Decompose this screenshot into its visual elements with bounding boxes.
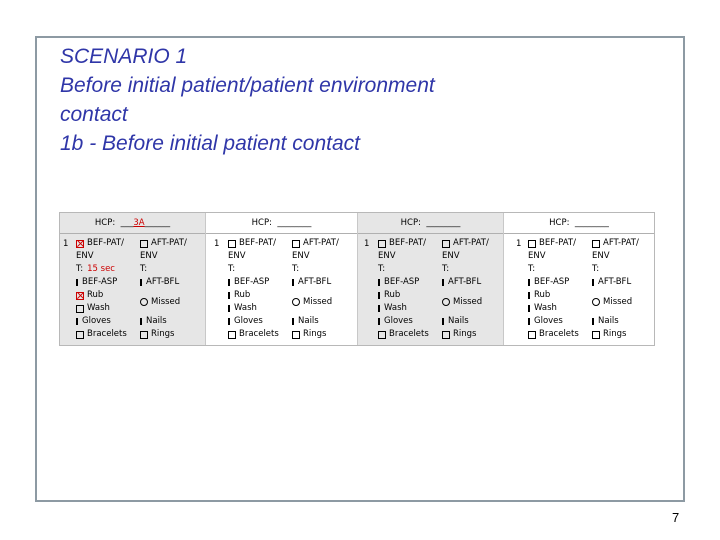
bef-pat-label: BEF-PAT/ <box>389 238 426 248</box>
after-subcolumn <box>442 237 489 341</box>
bef-asp-checkbox[interactable] <box>378 279 380 286</box>
bracelets-checkbox[interactable] <box>528 331 536 339</box>
rings-checkbox[interactable] <box>442 331 450 339</box>
hcp-value[interactable]: ________ <box>274 218 312 228</box>
bracelets-checkbox[interactable] <box>228 331 236 339</box>
rub-label: Rub <box>234 290 251 300</box>
t-label: T: <box>292 264 300 274</box>
title-line-2: Before initial patient/patient environment <box>60 74 435 97</box>
env-label: ENV <box>76 251 94 261</box>
aft-bfl-label: AFT-BFL <box>448 277 482 287</box>
wash-label: Wash <box>87 303 110 313</box>
hcp-label: HCP: <box>400 218 421 228</box>
row-number: 1 <box>516 239 522 249</box>
rings-checkbox[interactable] <box>292 331 300 339</box>
nails-checkbox[interactable] <box>140 318 142 325</box>
missed-radio[interactable] <box>442 298 450 306</box>
t-label: T: <box>528 264 536 274</box>
hand-hygiene-audit-form <box>59 212 655 346</box>
hcp-header: HCP: ___3A______ <box>60 213 205 234</box>
wash-label: Wash <box>234 303 257 313</box>
rings-label: Rings <box>603 329 627 339</box>
nails-checkbox[interactable] <box>292 318 294 325</box>
before-subcolumn <box>528 237 579 341</box>
bef-asp-label: BEF-ASP <box>82 277 118 287</box>
env-label: ENV <box>442 251 460 261</box>
rub-label: Rub <box>534 290 551 300</box>
missed-radio[interactable] <box>592 298 600 306</box>
before-subcolumn <box>228 237 279 341</box>
aft-bfl-checkbox[interactable] <box>592 279 594 286</box>
rings-label: Rings <box>151 329 175 339</box>
aft-pat-checkbox[interactable] <box>442 240 450 248</box>
t-label: T: <box>76 264 84 274</box>
aft-bfl-label: AFT-BFL <box>598 277 632 287</box>
nails-checkbox[interactable] <box>442 318 444 325</box>
rings-label: Rings <box>303 329 327 339</box>
aft-bfl-checkbox[interactable] <box>140 279 142 286</box>
rings-checkbox[interactable] <box>592 331 600 339</box>
hcp-column-4 <box>504 213 654 345</box>
after-subcolumn <box>292 237 339 341</box>
gloves-label: Gloves <box>82 316 111 326</box>
title-line-4: 1b - Before initial patient contact <box>60 132 361 155</box>
env-label: ENV <box>378 251 396 261</box>
aft-pat-label: AFT-PAT/ <box>151 238 187 248</box>
before-subcolumn <box>76 237 127 341</box>
bef-asp-label: BEF-ASP <box>234 277 270 287</box>
rings-checkbox[interactable] <box>140 331 148 339</box>
hcp-header <box>206 213 357 234</box>
gloves-label: Gloves <box>534 316 563 326</box>
bef-asp-label: BEF-ASP <box>534 277 570 287</box>
row-number: 1 <box>214 239 220 249</box>
t-label: T: <box>228 264 236 274</box>
aft-bfl-label: AFT-BFL <box>298 277 332 287</box>
bef-pat-label: BEF-PAT/ <box>239 238 276 248</box>
missed-label: Missed <box>151 296 181 307</box>
env-label: ENV <box>528 251 546 261</box>
gloves-checkbox[interactable] <box>528 318 530 325</box>
title-line-1: SCENARIO 1 <box>60 45 188 68</box>
t-label: T: <box>378 264 386 274</box>
row-number: 1 <box>63 239 69 249</box>
wash-checkbox[interactable] <box>378 305 380 312</box>
bef-asp-checkbox[interactable] <box>228 279 230 286</box>
slide-title <box>60 42 580 158</box>
env-label: ENV <box>292 251 310 261</box>
nails-label: Nails <box>146 316 167 326</box>
missed-label: Missed <box>303 296 333 307</box>
time-value[interactable]: 15 sec <box>87 264 115 274</box>
nails-checkbox[interactable] <box>592 318 594 325</box>
rub-label: Rub <box>87 290 104 300</box>
rub-checkbox[interactable] <box>528 292 530 299</box>
title-line-3: contact <box>60 103 128 126</box>
aft-pat-checkbox[interactable] <box>592 240 600 248</box>
bef-pat-checkbox[interactable] <box>228 240 236 248</box>
aft-pat-checkbox[interactable] <box>140 240 148 248</box>
page-number: 7 <box>672 510 680 525</box>
t-label: T: <box>140 264 148 274</box>
t-label: T: <box>592 264 600 274</box>
bracelets-label: Bracelets <box>87 329 127 339</box>
bef-pat-label: BEF-PAT/ <box>87 238 124 248</box>
row-number: 1 <box>364 239 370 249</box>
wash-checkbox[interactable] <box>228 305 230 312</box>
hcp-label: HCP: <box>549 218 570 228</box>
rub-checkbox[interactable] <box>76 292 84 300</box>
bracelets-label: Bracelets <box>539 329 579 339</box>
aft-pat-label: AFT-PAT/ <box>303 238 339 248</box>
bef-pat-checkbox[interactable] <box>76 240 84 248</box>
nails-label: Nails <box>298 316 319 326</box>
bracelets-label: Bracelets <box>239 329 279 339</box>
aft-bfl-label: AFT-BFL <box>146 277 180 287</box>
after-subcolumn <box>592 237 639 341</box>
bef-asp-checkbox[interactable] <box>76 279 78 286</box>
aft-bfl-checkbox[interactable] <box>292 279 294 286</box>
wash-checkbox[interactable] <box>76 305 84 313</box>
wash-label: Wash <box>384 303 407 313</box>
bef-pat-checkbox[interactable] <box>528 240 536 248</box>
bracelets-checkbox[interactable] <box>378 331 386 339</box>
hcp-label: HCP: <box>94 218 116 228</box>
aft-pat-label: AFT-PAT/ <box>453 238 489 248</box>
gloves-checkbox[interactable] <box>378 318 380 325</box>
bef-pat-checkbox[interactable] <box>378 240 386 248</box>
env-label: ENV <box>592 251 610 261</box>
rub-checkbox[interactable] <box>228 292 230 299</box>
bracelets-checkbox[interactable] <box>76 331 84 339</box>
bracelets-label: Bracelets <box>389 329 429 339</box>
nails-label: Nails <box>598 316 619 326</box>
hcp-value[interactable]: 3A <box>133 218 145 228</box>
wash-label: Wash <box>534 303 557 313</box>
missed-label: Missed <box>603 296 633 307</box>
gloves-label: Gloves <box>234 316 263 326</box>
bef-pat-label: BEF-PAT/ <box>539 238 576 248</box>
hcp-label: HCP: <box>251 218 272 228</box>
rings-label: Rings <box>453 329 477 339</box>
hcp-value[interactable]: ________ <box>572 218 609 228</box>
missed-radio[interactable] <box>140 298 148 306</box>
aft-pat-checkbox[interactable] <box>292 240 300 248</box>
aft-bfl-checkbox[interactable] <box>442 279 444 286</box>
gloves-checkbox[interactable] <box>228 318 230 325</box>
rub-label: Rub <box>384 290 401 300</box>
hcp-header <box>358 213 503 234</box>
hcp-column-1 <box>60 213 206 345</box>
nails-label: Nails <box>448 316 469 326</box>
hcp-header <box>504 213 654 234</box>
aft-pat-label: AFT-PAT/ <box>603 238 639 248</box>
before-subcolumn <box>378 237 429 341</box>
hcp-column-2 <box>206 213 358 345</box>
bef-asp-checkbox[interactable] <box>528 279 530 286</box>
missed-radio[interactable] <box>292 298 300 306</box>
rub-checkbox[interactable] <box>378 292 380 299</box>
after-subcolumn <box>140 237 187 341</box>
gloves-checkbox[interactable] <box>76 318 78 325</box>
wash-checkbox[interactable] <box>528 305 530 312</box>
t-label: T: <box>442 264 450 274</box>
hcp-value[interactable]: ________ <box>423 218 461 228</box>
missed-label: Missed <box>453 296 483 307</box>
env-label: ENV <box>140 251 158 261</box>
hcp-column-3 <box>358 213 504 345</box>
bef-asp-label: BEF-ASP <box>384 277 420 287</box>
env-label: ENV <box>228 251 246 261</box>
gloves-label: Gloves <box>384 316 413 326</box>
